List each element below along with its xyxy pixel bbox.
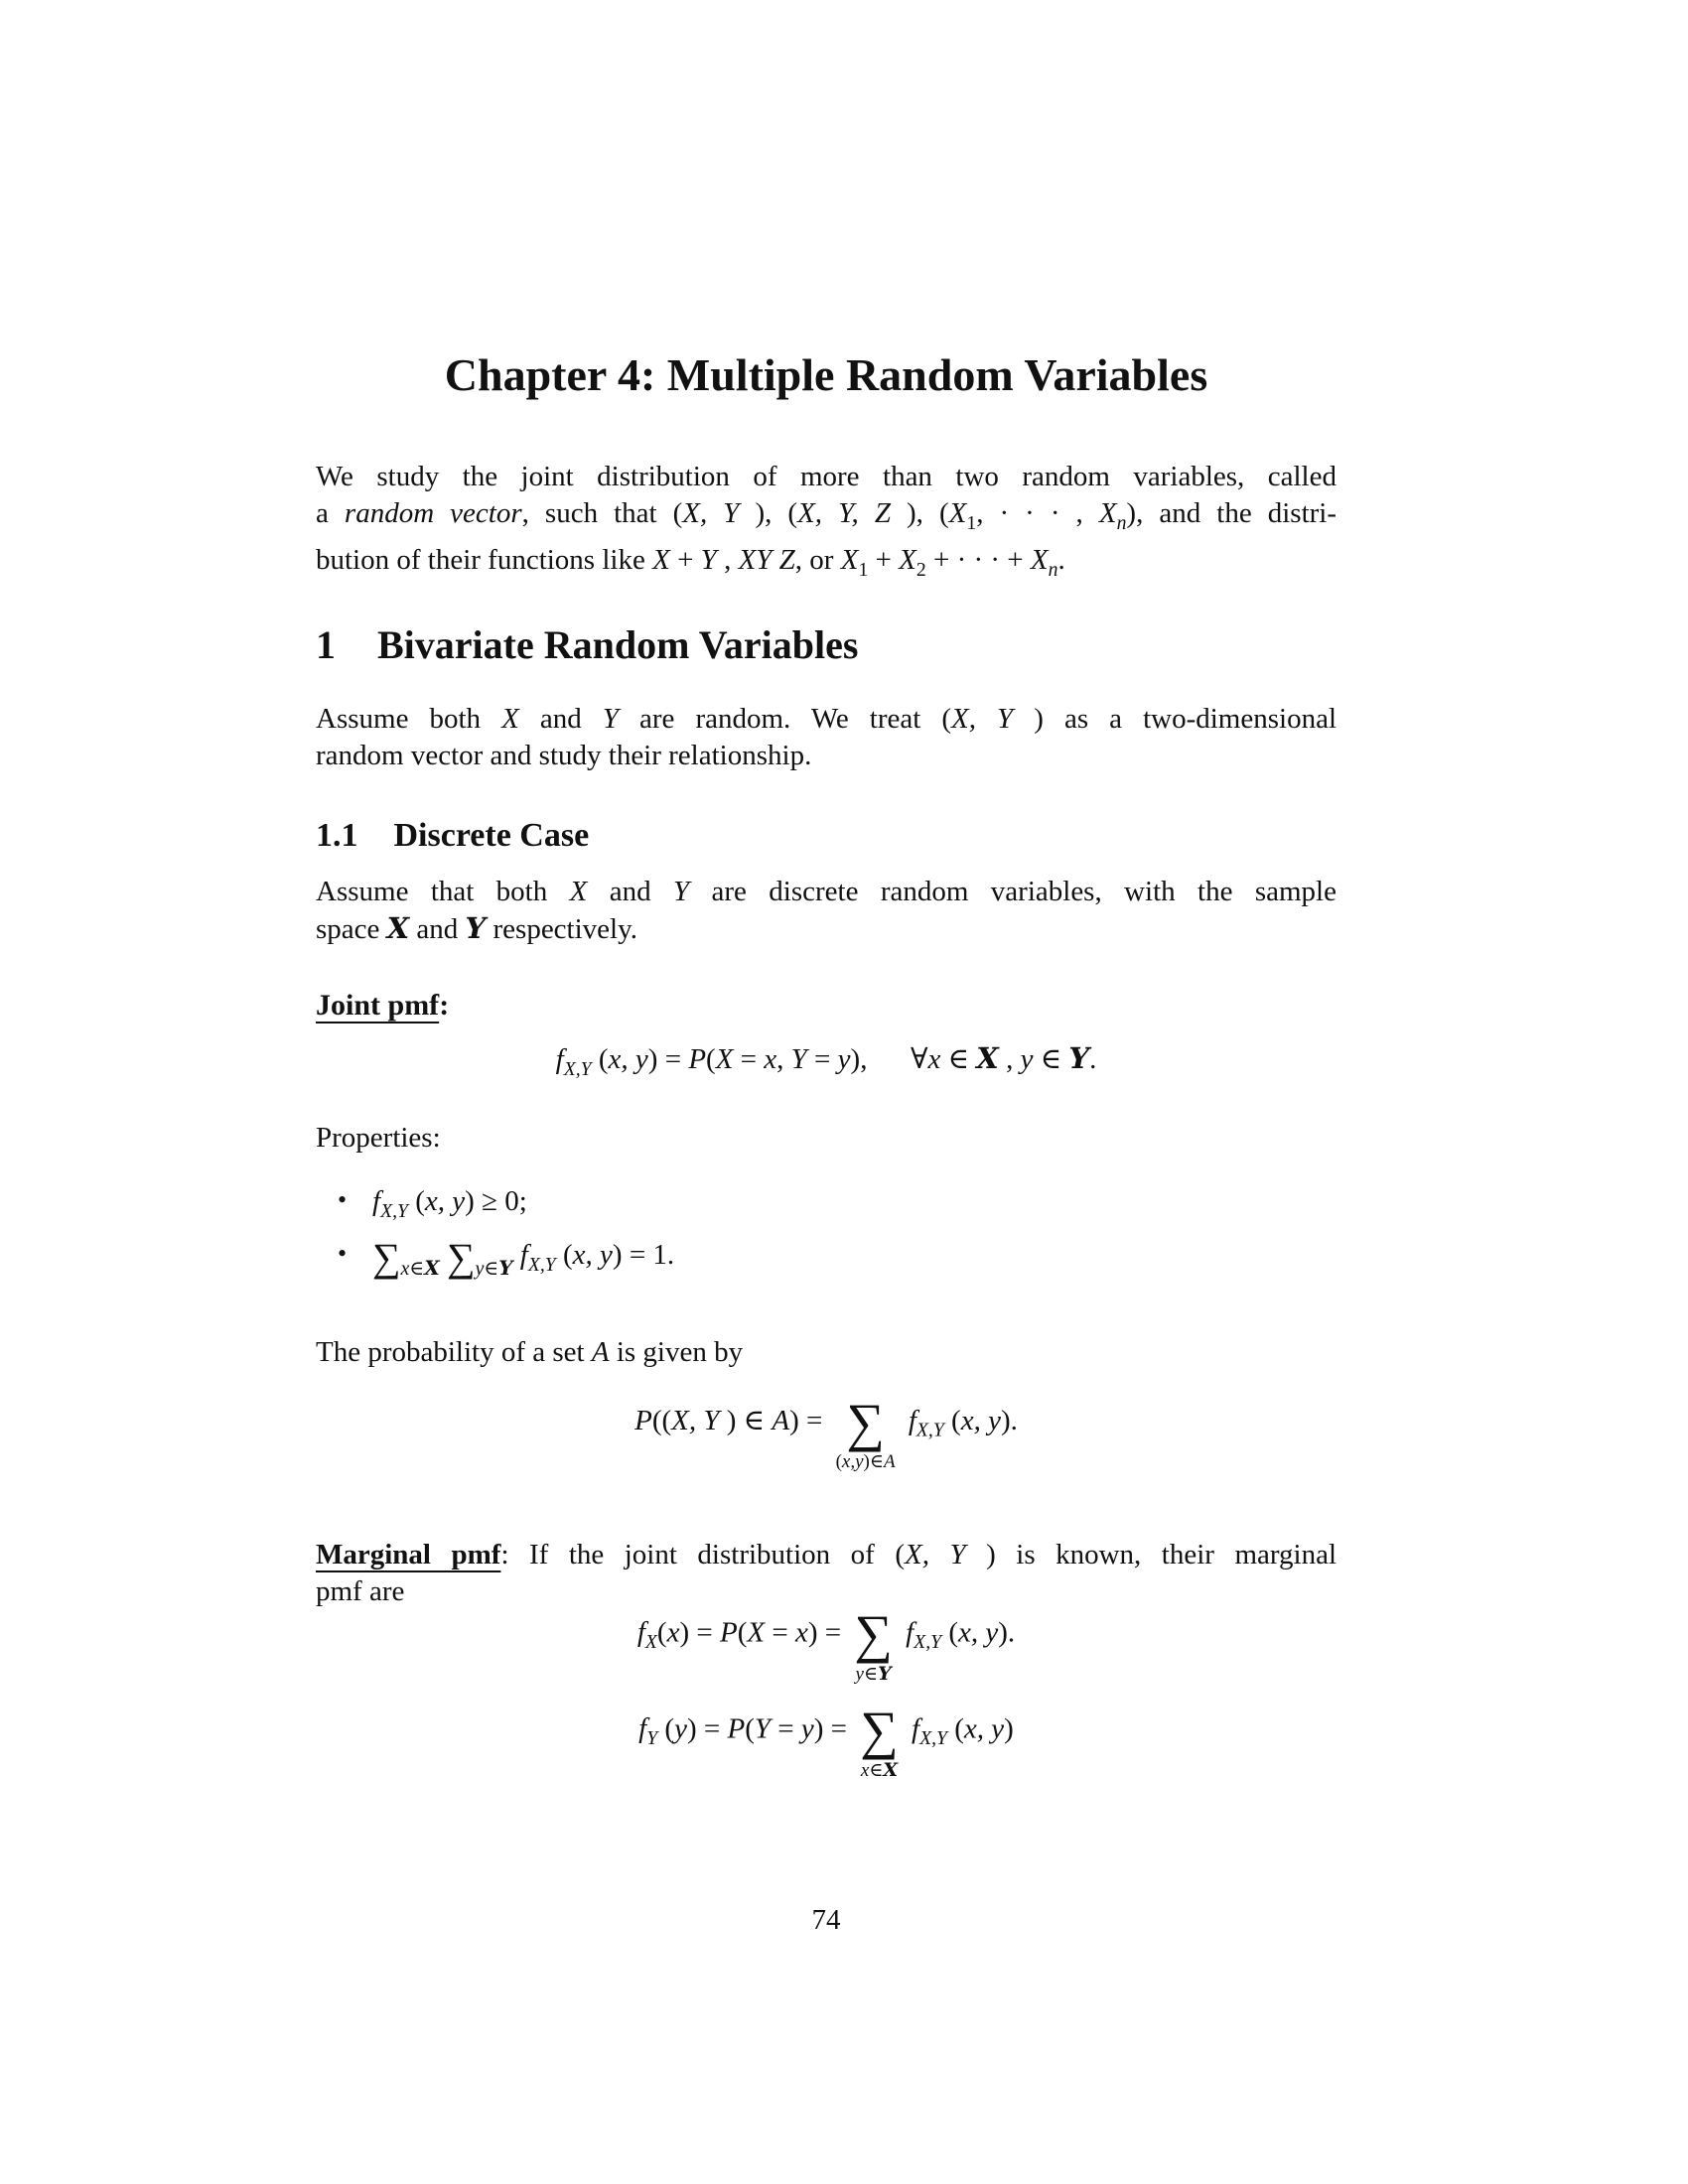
section-number: 1 bbox=[316, 622, 336, 667]
bullet-icon: • bbox=[338, 1239, 348, 1268]
marginal-pmf-y-formula: $f_Y$ (y) = P(Y = y) = ∑ x∈X $f_{X,Y}$ (x, y) bbox=[638, 1701, 1014, 1782]
discrete-para-line-1: Assume that both X and Y are discrete random variables, with the sample bbox=[316, 876, 1336, 907]
section-para-line-1: Assume both X and Y are random. We treat (X, Y ) as a two-dimensional bbox=[316, 703, 1337, 735]
joint-pmf-label: Joint pmf: bbox=[316, 989, 450, 1022]
property-item-2-formula: $\sum_{x\in X}$ $\sum_{y\in Y}$ $f_{X,Y}$ (x, y) = 1. bbox=[372, 1235, 675, 1280]
intro-line-3: bution of their functions like X + Y , XY Z, or $X_1 + X_2$ + · · · + $X_n$. bbox=[316, 543, 1065, 581]
section-paragraph bbox=[316, 701, 1336, 774]
bullet-icon: • bbox=[338, 1185, 348, 1214]
probability-set-formula: P((X, Y ) ∈ A) = ∑ (x,y)∈A $f_{X,Y}$ (x, y). bbox=[634, 1393, 1018, 1473]
intro-line-1: We study the joint distribution of more than two random variables, called bbox=[316, 461, 1336, 492]
intro-line-2: a random vector, such that (X, Y ), (X, Y, Z ), ($X_1$, · · · , $X_n$), and the distri- bbox=[316, 497, 1337, 534]
section-heading bbox=[316, 621, 1336, 669]
section-para-line-2: random vector and study their relationship. bbox=[316, 740, 812, 771]
subsection-number: 1.1 bbox=[316, 817, 358, 854]
property-item-2 bbox=[316, 1237, 1393, 1288]
probability-set-text: The probability of a set A is given by bbox=[316, 1336, 744, 1368]
property-item-1 bbox=[316, 1183, 1393, 1230]
subsection-title: Discrete Case bbox=[393, 817, 590, 854]
joint-pmf-formula: $f_{X,Y}$ (x, y) = P(X = x, Y = y), ∀x ∈ X , y ∈ Y. bbox=[555, 1041, 1097, 1080]
property-item-1-formula: $f_{X,Y}$ (x, y) ≥ 0; bbox=[372, 1185, 527, 1222]
intro-paragraph bbox=[316, 459, 1336, 589]
properties-label: Properties: bbox=[316, 1122, 441, 1154]
marginal-para-line-2: pmf are bbox=[316, 1575, 405, 1607]
section-title: Bivariate Random Variables bbox=[377, 622, 859, 667]
discrete-paragraph bbox=[316, 874, 1336, 948]
discrete-para-line-2: space X and Y respectively. bbox=[316, 911, 637, 945]
chapter-title: Chapter 4: Multiple Random Variables bbox=[444, 349, 1208, 400]
marginal-para-line-1: Marginal pmf: If the joint distribution of (X, Y ) is known, their marginal bbox=[316, 1539, 1337, 1570]
marginal-pmf-x-formula: $f_X(x) = P(X = x)$ = ∑ y∈Y $f_{X,Y}$ (x, y). bbox=[636, 1604, 1016, 1686]
subsection-heading bbox=[316, 816, 1336, 857]
page-number: 74 bbox=[811, 1904, 841, 1936]
